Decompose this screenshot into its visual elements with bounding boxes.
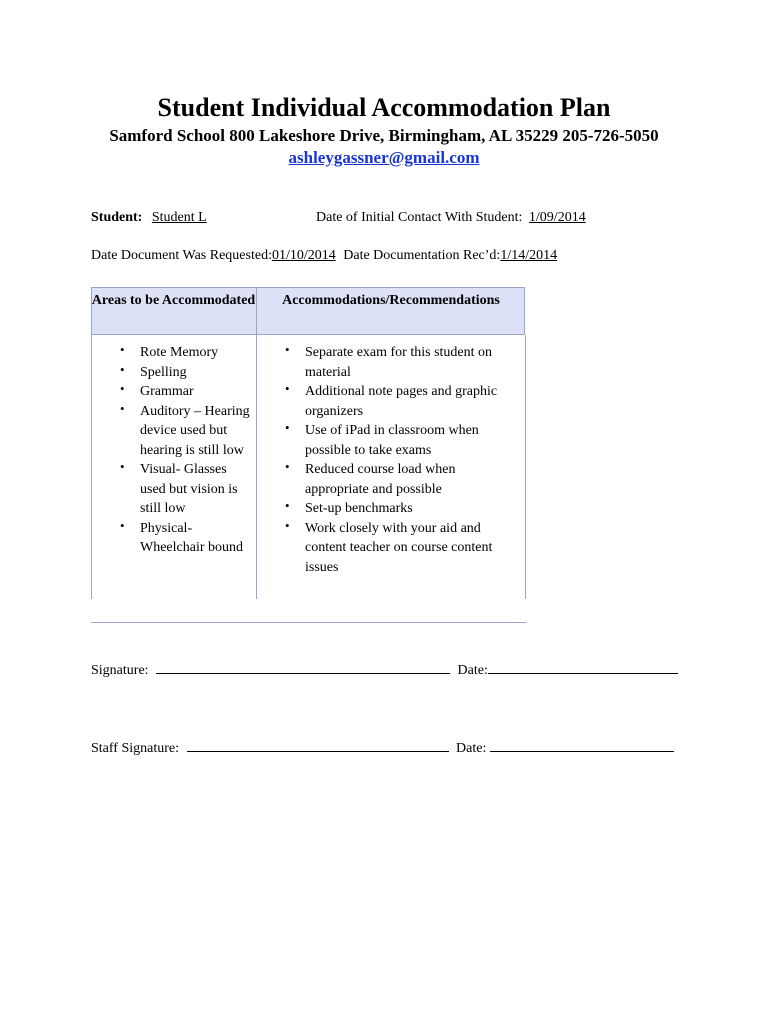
signature-date-field[interactable] (488, 659, 678, 674)
area-list-item: • Rote Memory (116, 343, 251, 363)
staff-signature-label: Staff Signature: (91, 741, 180, 756)
document-dates-row (91, 247, 557, 265)
table-column-divider (256, 335, 257, 599)
recommendations-list (281, 343, 511, 577)
area-list-item: • Auditory – Hearing device used but hearing is still low (116, 402, 251, 461)
student-value: Student L (151, 210, 207, 225)
signature-label: Signature: (91, 663, 149, 678)
area-list-item: • Visual- Glasses used but vision is still low (116, 460, 251, 519)
staff-date-field[interactable] (490, 737, 674, 752)
table-left-border (91, 335, 92, 599)
recommendation-list-item: • Additional note pages and graphic organizers (281, 382, 511, 421)
initial-contact-value: 1/09/2014 (528, 210, 586, 225)
initial-contact-label: Date of Initial Contact With Student: (316, 210, 523, 225)
school-address: Samford School 800 Lakeshore Drive, Birmingham, AL 35229 205-726-5050 (109, 126, 659, 145)
document-title: Student Individual Accommodation Plan (157, 93, 611, 122)
staff-date-label: Date: (456, 741, 487, 756)
student-row (91, 209, 264, 227)
student-label: Student: (91, 210, 143, 225)
signature-row (91, 659, 678, 680)
accommodation-table (91, 287, 526, 599)
header-recommendations: Accommodations/Recommendations (256, 287, 525, 335)
signature-date-label: Date: (457, 663, 488, 678)
contact-email (0, 147, 768, 169)
recommendation-list-item: • Separate exam for this student on material (281, 343, 511, 382)
area-list-item: • Spelling (116, 363, 251, 383)
doc-received-value: 1/14/2014 (500, 248, 558, 263)
staff-signature-row (91, 737, 674, 758)
signature-field[interactable] (156, 659, 450, 674)
recommendation-list-item: • Work closely with your aid and content teacher on course content issues (281, 519, 511, 578)
staff-signature-field[interactable] (187, 737, 449, 752)
initial-contact-row (316, 209, 586, 227)
recommendation-list-item: • Set-up benchmarks (281, 499, 511, 519)
recommendation-list-item: • Use of iPad in classroom when possible to take exams (281, 421, 511, 460)
email-link[interactable]: ashleygassner@gmail.com (288, 148, 480, 167)
header-areas: Areas to be Accommodated (91, 293, 256, 308)
areas-list (116, 343, 251, 558)
doc-received-label: Date Documentation Rec’d: (343, 248, 501, 263)
table-right-border (525, 335, 526, 599)
area-list-item: • Grammar (116, 382, 251, 402)
doc-requested-value: 01/10/2014 (271, 248, 336, 263)
doc-requested-label: Date Document Was Requested: (91, 248, 272, 263)
area-list-item: • Physical- Wheelchair bound (116, 519, 251, 558)
recommendation-list-item: • Reduced course load when appropriate and possible (281, 460, 511, 499)
